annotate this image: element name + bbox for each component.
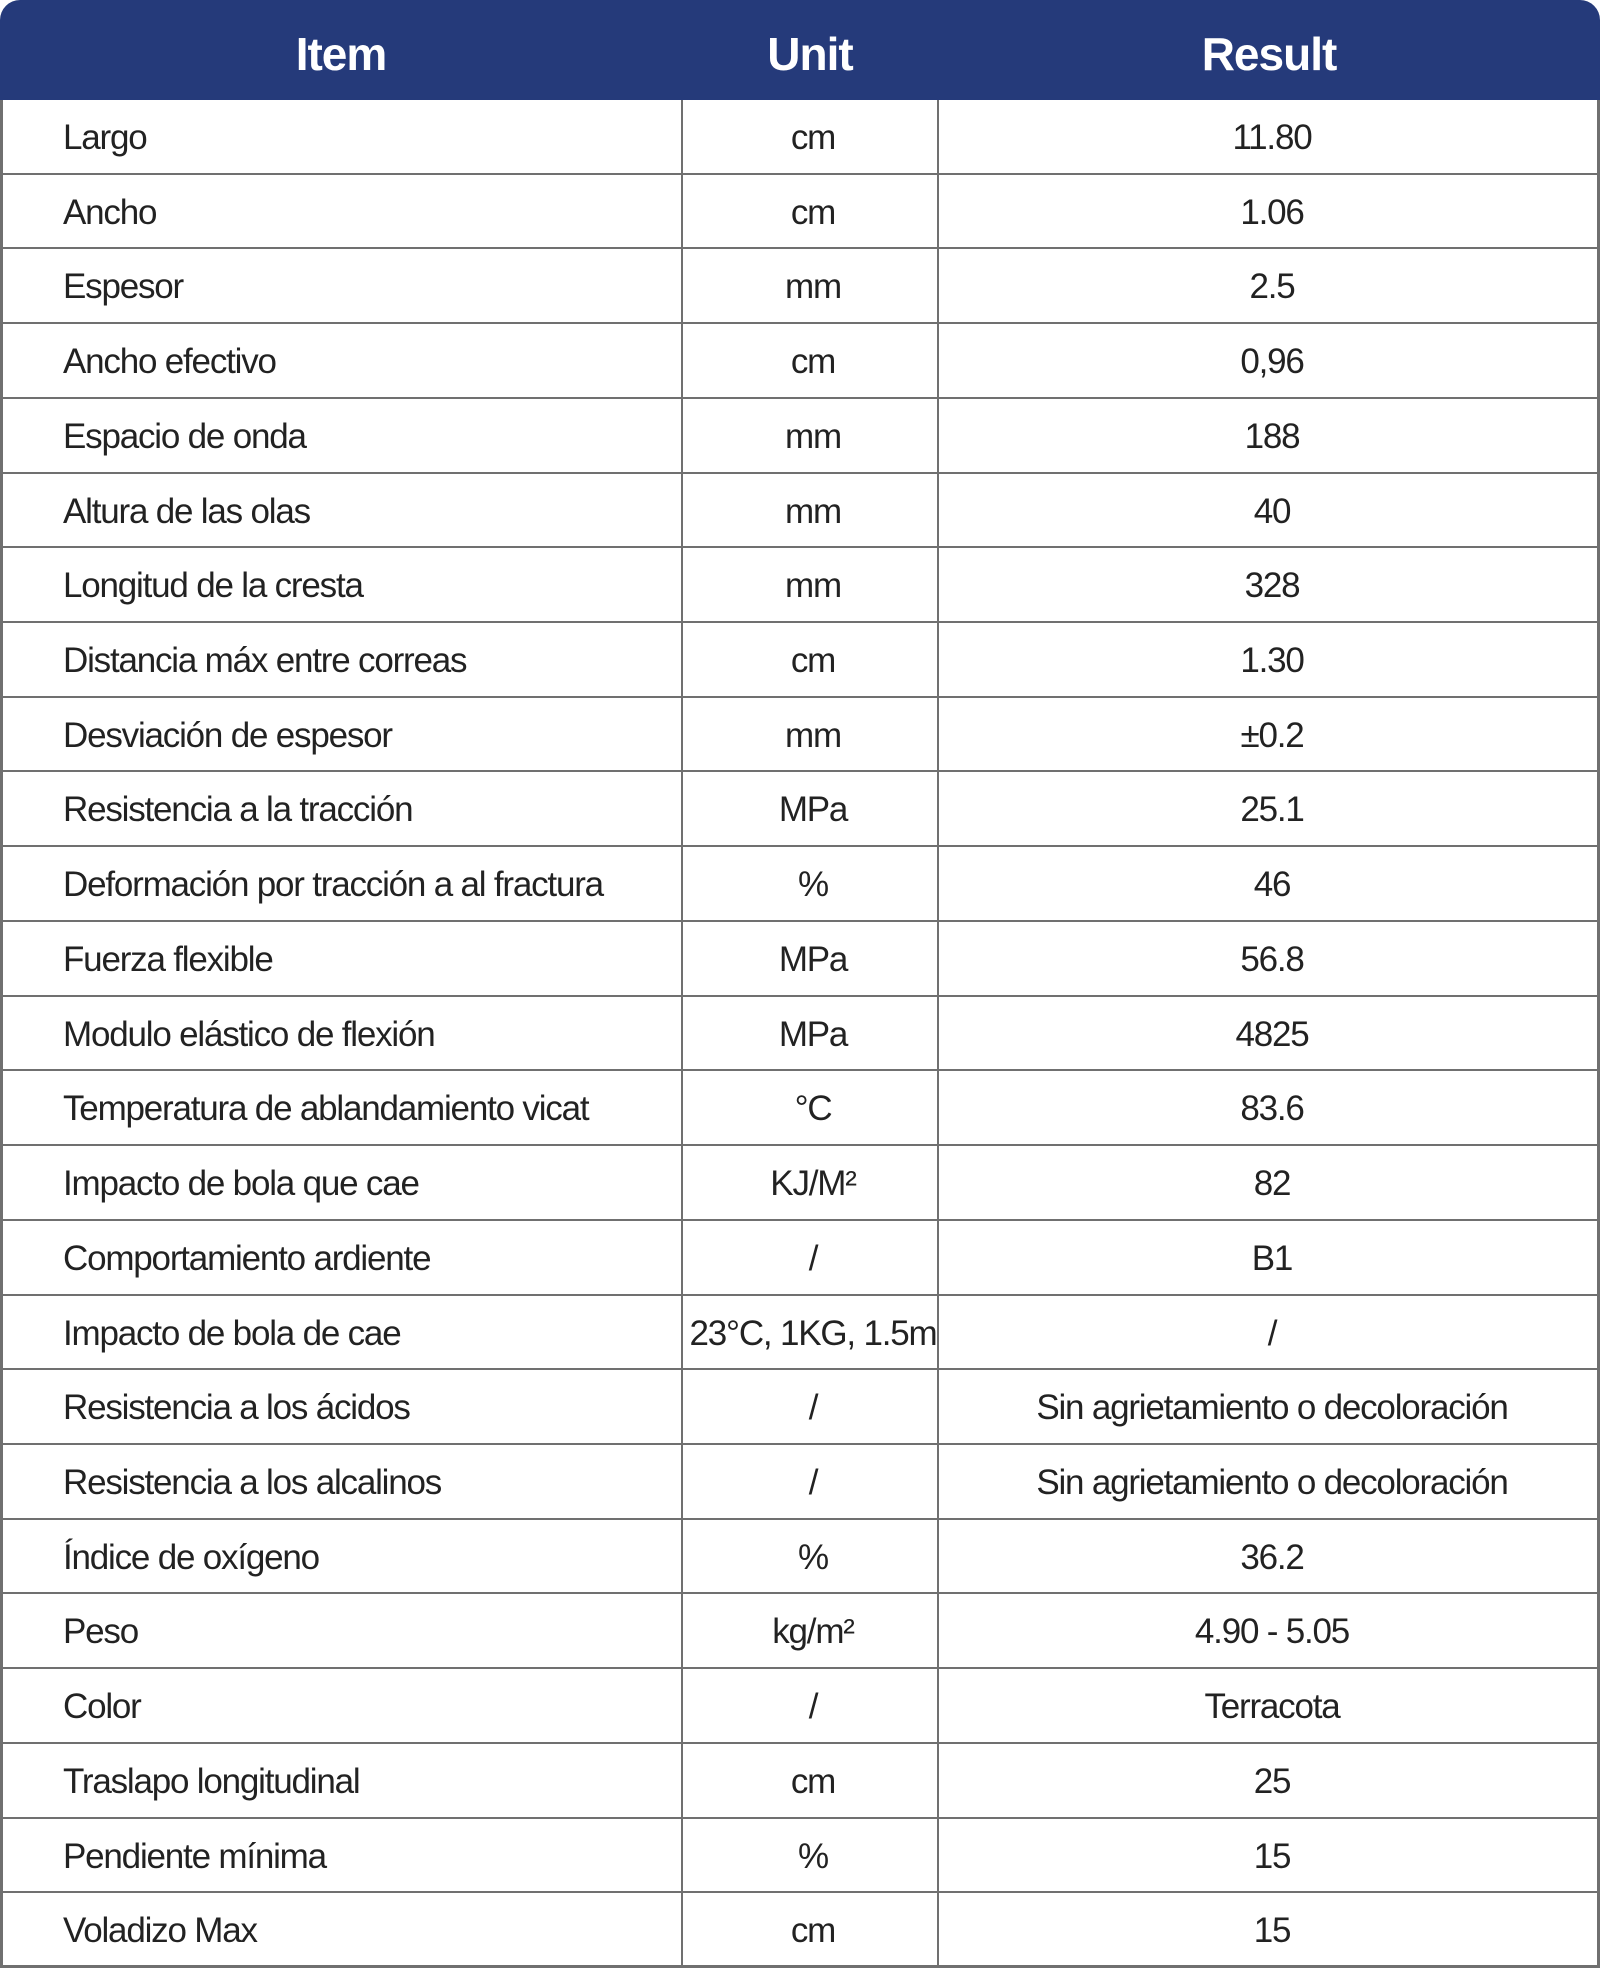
cell-unit: MPa	[778, 1014, 848, 1054]
table-row	[3, 249, 1600, 324]
cell-item: Deformación por tracción a al fractura	[63, 865, 603, 905]
cell-unit: /	[808, 1687, 818, 1727]
cell-item: Peso	[63, 1612, 138, 1652]
cell-unit: cm	[790, 1911, 836, 1951]
cell-item: Ancho efectivo	[63, 342, 276, 382]
table-row	[3, 1445, 1600, 1520]
cell-unit: /	[808, 1388, 818, 1428]
table-row	[3, 548, 1600, 623]
cell-unit: %	[798, 865, 828, 905]
cell-result: 1.06	[1240, 192, 1304, 232]
table-row	[3, 100, 1600, 175]
cell-item: Voladizo Max	[63, 1911, 257, 1951]
table-row	[3, 1744, 1600, 1819]
cell-unit: 23°C, 1KG, 1.5m	[689, 1313, 937, 1353]
cell-result: 46	[1253, 865, 1291, 905]
cell-item: Color	[63, 1687, 141, 1727]
cell-result: 4.90 - 5.05	[1194, 1612, 1350, 1652]
cell-result: 82	[1253, 1164, 1291, 1204]
cell-item: Temperatura de ablandamiento vicat	[63, 1089, 589, 1129]
table-row	[3, 997, 1600, 1072]
cell-unit: %	[798, 1836, 828, 1876]
table-row	[3, 399, 1600, 474]
table-row	[3, 1594, 1600, 1669]
cell-item: Fuerza flexible	[63, 939, 273, 979]
cell-item: Índice de oxígeno	[63, 1537, 319, 1577]
cell-item: Impacto de bola de cae	[63, 1313, 401, 1353]
cell-result: 15	[1253, 1911, 1291, 1951]
cell-unit: mm	[785, 416, 841, 456]
cell-unit: cm	[790, 342, 836, 382]
cell-unit: kg/m²	[772, 1612, 854, 1652]
cell-item: Impacto de bola que cae	[63, 1164, 419, 1204]
cell-item: Espesor	[63, 267, 183, 307]
cell-unit: /	[808, 1462, 818, 1502]
table-row	[3, 1520, 1600, 1595]
cell-unit: cm	[790, 192, 836, 232]
cell-result: 15	[1253, 1836, 1291, 1876]
cell-item: Pendiente mínima	[63, 1836, 326, 1876]
column-divider	[681, 100, 683, 1968]
cell-unit: °C	[794, 1089, 832, 1129]
table-row	[3, 324, 1600, 399]
header-unit: Unit	[767, 28, 853, 80]
table-header	[0, 0, 1600, 100]
header-item: Item	[295, 28, 387, 80]
cell-item: Altura de las olas	[63, 491, 310, 531]
table-row	[3, 1146, 1600, 1221]
table-row	[3, 1296, 1600, 1371]
table-body	[0, 100, 1600, 1968]
cell-result: B1	[1251, 1238, 1293, 1278]
cell-item: Longitud de la cresta	[63, 566, 363, 606]
cell-result: Sin agrietamiento o decoloración	[1036, 1388, 1508, 1428]
table-row	[3, 175, 1600, 250]
table-row	[3, 847, 1600, 922]
column-divider	[937, 100, 939, 1968]
cell-item: Traslapo longitudinal	[63, 1761, 360, 1801]
cell-item: Resistencia a la tracción	[63, 790, 413, 830]
table-row	[3, 1893, 1600, 1968]
cell-result: 4825	[1235, 1014, 1309, 1054]
cell-item: Espacio de onda	[63, 416, 306, 456]
cell-result: 40	[1253, 491, 1291, 531]
cell-item: Ancho	[63, 192, 157, 232]
cell-unit: KJ/M²	[770, 1164, 856, 1204]
table-row	[3, 1819, 1600, 1894]
cell-result: 328	[1244, 566, 1300, 606]
table-row	[3, 772, 1600, 847]
cell-unit: mm	[785, 715, 841, 755]
table-row	[3, 1221, 1600, 1296]
cell-item: Desviación de espesor	[63, 715, 392, 755]
cell-unit: mm	[785, 491, 841, 531]
cell-result: 0,96	[1240, 342, 1304, 382]
table-row	[3, 1071, 1600, 1146]
cell-item: Modulo elástico de flexión	[63, 1014, 435, 1054]
table-row	[3, 474, 1600, 549]
cell-result: 25	[1253, 1761, 1291, 1801]
cell-unit: mm	[785, 267, 841, 307]
table-row	[3, 698, 1600, 773]
cell-result: 11.80	[1232, 118, 1312, 157]
cell-result: 1.30	[1240, 641, 1304, 681]
cell-item: Resistencia a los alcalinos	[63, 1462, 442, 1502]
cell-unit: MPa	[778, 790, 848, 830]
table-row	[3, 922, 1600, 997]
cell-result: /	[1267, 1313, 1277, 1353]
cell-result: 2.5	[1249, 267, 1295, 307]
cell-result: Sin agrietamiento o decoloración	[1036, 1462, 1508, 1502]
cell-result: 36.2	[1240, 1537, 1304, 1577]
cell-item: Comportamiento ardiente	[63, 1238, 431, 1278]
cell-unit: %	[798, 1537, 828, 1577]
cell-result: 83.6	[1240, 1089, 1304, 1129]
cell-unit: cm	[790, 118, 836, 157]
cell-result: Terracota	[1204, 1687, 1340, 1727]
cell-unit: /	[808, 1238, 818, 1278]
cell-result: 56.8	[1240, 939, 1304, 979]
cell-result: 188	[1244, 416, 1300, 456]
cell-item: Resistencia a los ácidos	[63, 1388, 410, 1428]
table-row	[3, 1669, 1600, 1744]
cell-item: Largo	[63, 118, 147, 157]
cell-item: Distancia máx entre correas	[63, 641, 467, 681]
cell-result: ±0.2	[1240, 715, 1304, 755]
table-row	[3, 623, 1600, 698]
cell-unit: cm	[790, 1761, 836, 1801]
cell-unit: cm	[790, 641, 836, 681]
cell-unit: mm	[785, 566, 841, 606]
cell-result: 25.1	[1240, 790, 1304, 830]
table-row	[3, 1370, 1600, 1445]
cell-unit: MPa	[778, 939, 848, 979]
header-result: Result	[1201, 28, 1337, 80]
